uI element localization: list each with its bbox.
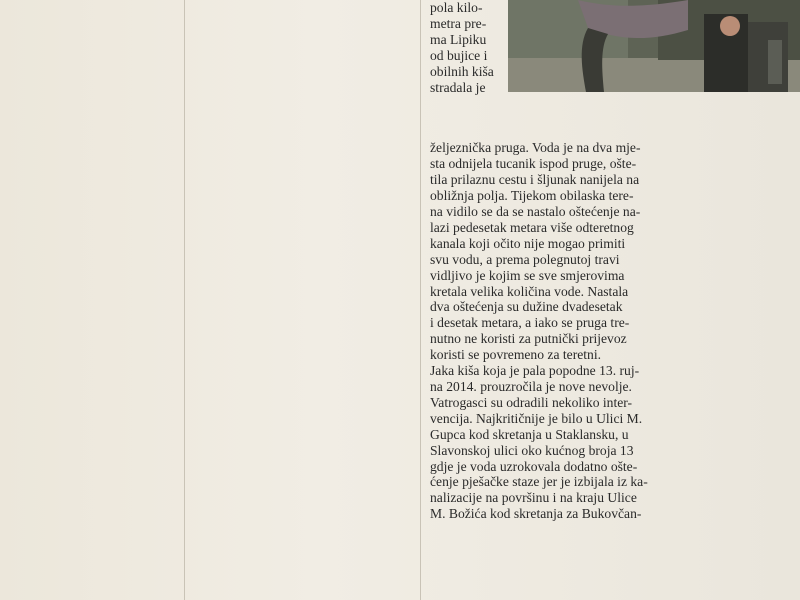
column-divider <box>420 0 421 600</box>
text-line: Slavonskoj ulici oko kućnog broja 13 <box>430 442 634 458</box>
text-line: metra pre- <box>430 15 487 31</box>
text-line: svu vodu, a prema polegnutoj travi <box>430 251 620 267</box>
text-line: ma Lipiku <box>430 31 487 47</box>
text-line: na vidilo se da se nastalo oštećenje na- <box>430 204 641 220</box>
text-line: gdje je voda uzrokovala dodatno ošte- <box>430 458 638 474</box>
text-line: vidljivo je kojim se sve smjerovima <box>430 267 625 283</box>
text-line: Jaka kiša koja je pala popodne 13. ruj- <box>430 363 640 379</box>
text-line: i desetak metara, a iako se pruga tre- <box>430 315 630 331</box>
text-line: sta odnijela tucanik ispod pruge, ošte- <box>430 156 637 172</box>
text-line: kretala velika količina vode. Nastala <box>430 283 629 299</box>
column-divider <box>184 0 185 600</box>
text-line: dva oštećenja su dužine dvadesetak <box>430 299 623 315</box>
text-line: koristi se povremeno za teretni. <box>430 347 601 363</box>
text-line: nutno ne koristi za putnički prijevoz <box>430 331 627 347</box>
text-line: na 2014. prouzročila je nove nevolje. <box>430 378 632 394</box>
text-line: obilnih kiša <box>430 63 494 79</box>
text-line: ćenje pješačke staze jer je izbijala iz ka- <box>430 474 648 490</box>
text-line: obližnja polja. Tijekom obilaska tere- <box>430 188 634 204</box>
text-line: Vatrogasci su odradili nekoliko inter- <box>430 394 633 410</box>
photo <box>508 0 800 92</box>
text-line: nalizacije na površinu i na kraju Ulice <box>430 490 637 506</box>
text-line: vencija. Najkritičnije je bilo u Ulici M. <box>430 410 643 426</box>
text-column-3 <box>430 140 652 522</box>
text-line: Gupca kod skretanja u Staklansku, u <box>430 426 629 442</box>
text-line: pola kilo- <box>430 0 483 15</box>
text-line: kanala koji očito nije mogao primiti <box>430 235 626 251</box>
text-line: stradala je <box>430 79 486 95</box>
text-line: željeznička pruga. Voda je na dva mje- <box>430 140 641 156</box>
photo-image <box>508 0 800 92</box>
text-line: od bujice i <box>430 47 488 63</box>
text-line: M. Božića kod skretanja za Bukovčan- <box>430 506 642 522</box>
text-line: tila prilaznu cestu i šljunak nanijela na <box>430 172 640 188</box>
text-column-3-top <box>430 0 506 95</box>
text-line: lazi pedesetak metara više odteretnog <box>430 219 634 235</box>
